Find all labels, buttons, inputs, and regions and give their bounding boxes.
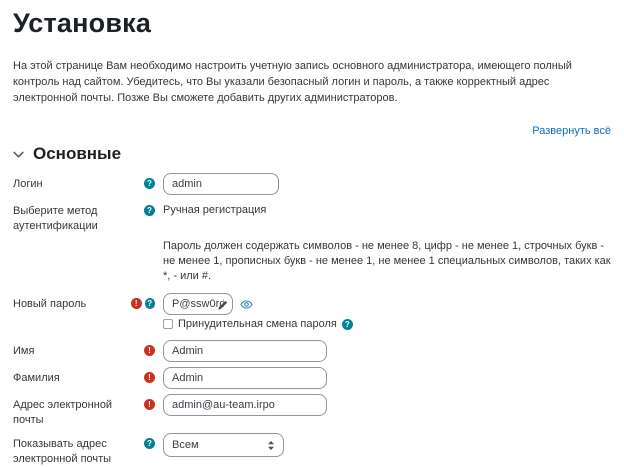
lastname-input[interactable] — [163, 367, 327, 389]
email-visibility-label: Показывать адрес электронной почты — [13, 438, 112, 465]
password-hint-row — [13, 237, 611, 288]
help-icon[interactable]: ? — [144, 438, 155, 449]
eye-icon[interactable] — [240, 297, 253, 311]
email-visibility-select[interactable] — [163, 433, 284, 457]
section-title: Основные — [33, 144, 122, 163]
new-password-row — [13, 293, 611, 315]
firstname-input[interactable] — [163, 340, 327, 362]
section-general-header[interactable] — [13, 144, 611, 164]
expand-all-link[interactable]: Развернуть всё — [532, 125, 611, 137]
login-input[interactable] — [163, 173, 279, 195]
new-password-label: Новый пароль — [13, 298, 87, 310]
email-visibility-selected: Всем — [172, 439, 199, 451]
email-label: Адрес электронной почты — [13, 399, 113, 426]
email-visibility-row — [13, 433, 611, 467]
auth-method-label: Выберите метод аутентификации — [13, 205, 98, 232]
admin-setup-form — [13, 173, 611, 467]
force-change-checkbox[interactable] — [163, 319, 173, 329]
auth-method-row — [13, 200, 611, 234]
login-row — [13, 173, 611, 195]
required-icon: ! — [144, 399, 155, 410]
force-change-row — [163, 318, 611, 330]
required-icon: ! — [131, 298, 142, 309]
help-icon[interactable]: ? — [342, 319, 353, 330]
auth-method-value: Ручная регистрация — [163, 204, 267, 216]
firstname-row — [13, 340, 611, 362]
firstname-label: Имя — [13, 345, 35, 357]
lastname-row — [13, 367, 611, 389]
help-icon[interactable]: ? — [144, 178, 155, 189]
intro-text: На этой странице Вам необходимо настроить учетную запись основного администратора, имеющего полный контроль над сайтом. Убедитесь, что Вы указали безопасный логин и пароль, а также корректный адрес электронной почты. Позже Вы сможете добавить других администраторов. — [13, 60, 572, 104]
email-input[interactable] — [163, 394, 327, 416]
help-icon[interactable]: ? — [144, 205, 155, 216]
email-row — [13, 394, 611, 428]
password-hint-text: Пароль должен содержать символов - не менее 8, цифр - не менее 1, строчных букв - не менее 1, прописных букв - не менее 1, не менее 1 специальных символов, таких как *, - или #. — [163, 240, 611, 282]
expand-all-row — [13, 121, 611, 139]
lastname-label: Фамилия — [13, 372, 60, 384]
select-caret-icon — [267, 441, 275, 453]
required-icon: ! — [144, 372, 155, 383]
help-icon[interactable]: ? — [145, 298, 156, 309]
chevron-down-icon — [13, 149, 24, 159]
login-label: Логин — [13, 178, 43, 190]
new-password-input[interactable] — [163, 293, 233, 315]
force-change-label: Принудительная смена пароля — [178, 318, 337, 330]
page-title: Установка — [13, 8, 152, 38]
required-icon: ! — [144, 345, 155, 356]
